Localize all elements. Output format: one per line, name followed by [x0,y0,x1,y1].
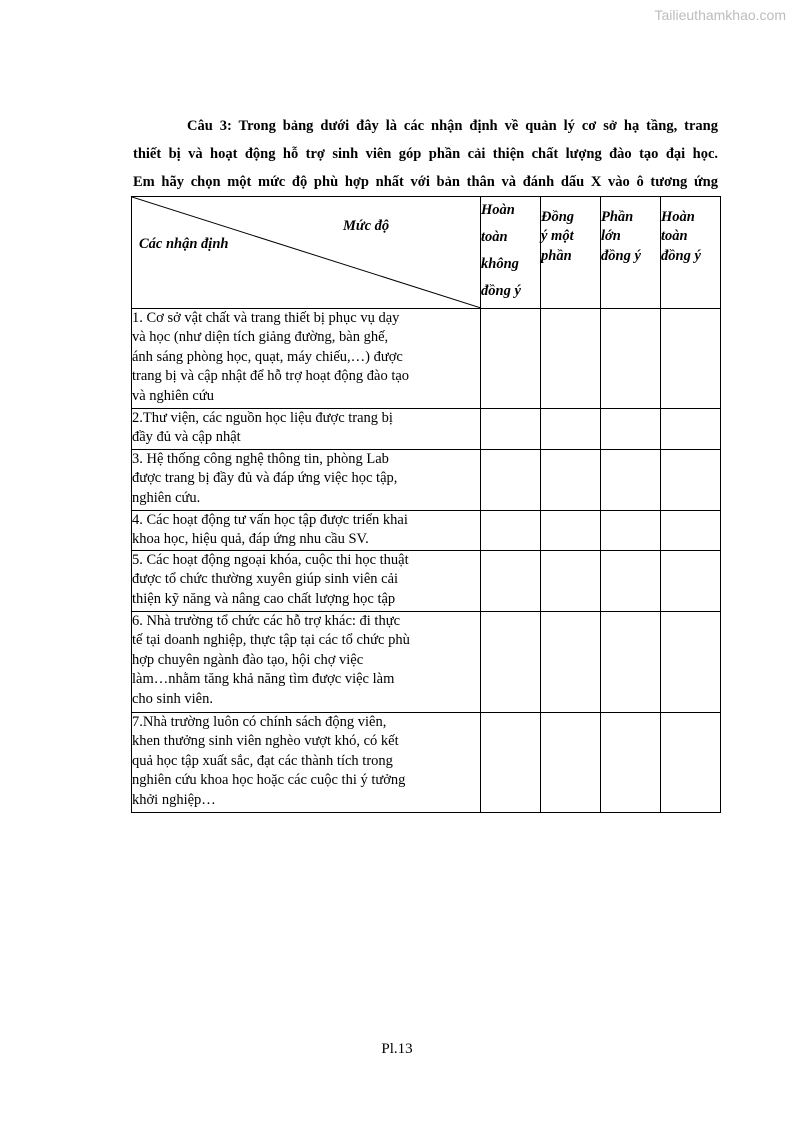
answer-cell[interactable] [481,409,541,450]
statement-line: làm…nhằm tăng khả năng tìm được việc làm [132,671,395,688]
statement-line: 3. Hệ thống công nghệ thông tin, phòng Lab [132,451,389,467]
header-level-label: Mức độ [343,218,390,234]
statement-line: được tổ chức thường xuyên giúp sinh viên cải [132,571,399,588]
statement-cell-7 [132,713,481,813]
statement-line: và nghiên cứu [132,387,214,404]
statement-line: và học (như diện tích giảng đường, bàn ghế, [132,329,389,346]
answer-cell[interactable] [481,450,541,511]
option-header-text: đồng ý [481,283,521,299]
statement-line: được trang bị đầy đủ và đáp ứng việc học tập, [132,470,398,487]
option-header-text: đồng ý [661,247,701,264]
page-number: Pl.13 [381,1041,413,1057]
answer-cell[interactable] [601,309,661,409]
table-row [132,713,721,813]
statement-cell-1 [132,309,481,409]
statement-cell-3 [132,450,481,511]
statement-cell-6 [132,612,481,713]
answer-cell[interactable] [481,713,541,813]
question-line-1: Câu 3: Trong bảng dưới đây là các nhận định về quản lý cơ sở hạ tầng, trang [187,118,718,134]
statement-line: 2.Thư viện, các nguồn học liệu được trang bị [132,410,393,426]
answer-cell[interactable] [541,409,601,450]
option-header-text: Hoàn [481,202,515,218]
statement-line: khoa học, hiệu quả, đáp ứng nhu cầu SV. [132,531,369,548]
question-prompt [133,112,718,196]
statement-line: khen thưởng sinh viên nghèo vượt khó, có kết [132,733,399,750]
table-row [132,612,721,713]
watermark-text: Tailieuthamkhao.com [654,7,786,23]
table-row [132,450,721,511]
option-header-text: ý một [541,228,574,245]
statement-line: tế tại doanh nghiệp, thực tập tại các tổ chức phù [132,632,410,649]
statement-line: quả học tập xuất sắc, đạt các thành tích trong [132,752,393,769]
answer-cell[interactable] [601,551,661,612]
statement-line: trang bị và cập nhật để hỗ trợ hoạt động đào tạo [132,368,410,385]
answer-cell[interactable] [661,450,721,511]
statement-cell-5 [132,551,481,612]
answer-cell[interactable] [481,511,541,551]
header-statements-label: Các nhận định [139,236,229,252]
option-header-text: đồng ý [601,247,641,264]
option-header-text: Đồng [541,209,575,225]
table-row [132,551,721,612]
statement-line: nghiên cứu. [132,489,201,506]
answer-cell[interactable] [481,612,541,713]
answer-cell[interactable] [661,409,721,450]
answer-cell[interactable] [661,309,721,409]
statement-line: 5. Các hoạt động ngoại khóa, cuộc thi học thuật [132,552,409,568]
answer-cell[interactable] [661,551,721,612]
answer-cell[interactable] [601,409,661,450]
statement-line: khởi nghiệp… [132,791,216,808]
statement-line: 7.Nhà trường luôn có chính sách động viên, [132,714,387,730]
answer-cell[interactable] [481,551,541,612]
survey-table [131,196,721,813]
statement-cell-2 [132,409,481,450]
statement-line: ánh sáng phòng học, quạt, máy chiếu,…) được [132,348,403,365]
option-header-partly-agree [541,197,601,309]
statement-line: 6. Nhà trường tổ chức các hỗ trợ khác: đi thực [132,613,401,629]
option-header-text: lớn [601,228,621,245]
statement-line: cho sinh viên. [132,690,213,707]
diagonal-header-cell [132,197,481,309]
statement-line: đầy đủ và cập nhật [132,429,241,446]
statement-line: nghiên cứu khoa học hoặc các cuộc thi ý tưởng [132,772,406,789]
answer-cell[interactable] [541,511,601,551]
option-header-mostly-agree [601,197,661,309]
answer-cell[interactable] [481,309,541,409]
answer-cell[interactable] [601,713,661,813]
option-header-text: không [481,256,519,272]
table-row [132,409,721,450]
answer-cell[interactable] [661,612,721,713]
answer-cell[interactable] [601,511,661,551]
option-header-strongly-agree [661,197,721,309]
option-header-text: phần [541,247,572,264]
table-header-row [132,197,721,309]
answer-cell[interactable] [541,309,601,409]
answer-cell[interactable] [661,511,721,551]
statement-line: hợp chuyên ngành đào tạo, hội chợ việc [132,651,364,668]
statement-line: thiện kỹ năng và nâng cao chất lượng học tập [132,590,396,607]
statement-line: 1. Cơ sở vật chất và trang thiết bị phục vụ dạy [132,310,400,326]
question-line-2: thiết bị và hoạt động hỗ trợ sinh viên góp phần cải thiện chất lượng đào tạo đại học. [133,146,718,162]
option-header-text: Hoàn [661,209,695,225]
option-header-strongly-disagree [481,197,541,309]
answer-cell[interactable] [541,612,601,713]
option-header-text: toàn [661,228,688,245]
table-row [132,309,721,409]
answer-cell[interactable] [661,713,721,813]
answer-cell[interactable] [541,450,601,511]
answer-cell[interactable] [541,713,601,813]
statement-cell-4 [132,511,481,551]
option-header-text: toàn [481,229,508,245]
table-row [132,511,721,551]
answer-cell[interactable] [601,450,661,511]
answer-cell[interactable] [601,612,661,713]
option-header-text: Phần [601,209,634,225]
question-line-3: Em hãy chọn một mức độ phù hợp nhất với bản thân và đánh dấu X vào ô tương ứng [133,174,718,190]
answer-cell[interactable] [541,551,601,612]
statement-line: 4. Các hoạt động tư vấn học tập được triển khai [132,512,408,528]
